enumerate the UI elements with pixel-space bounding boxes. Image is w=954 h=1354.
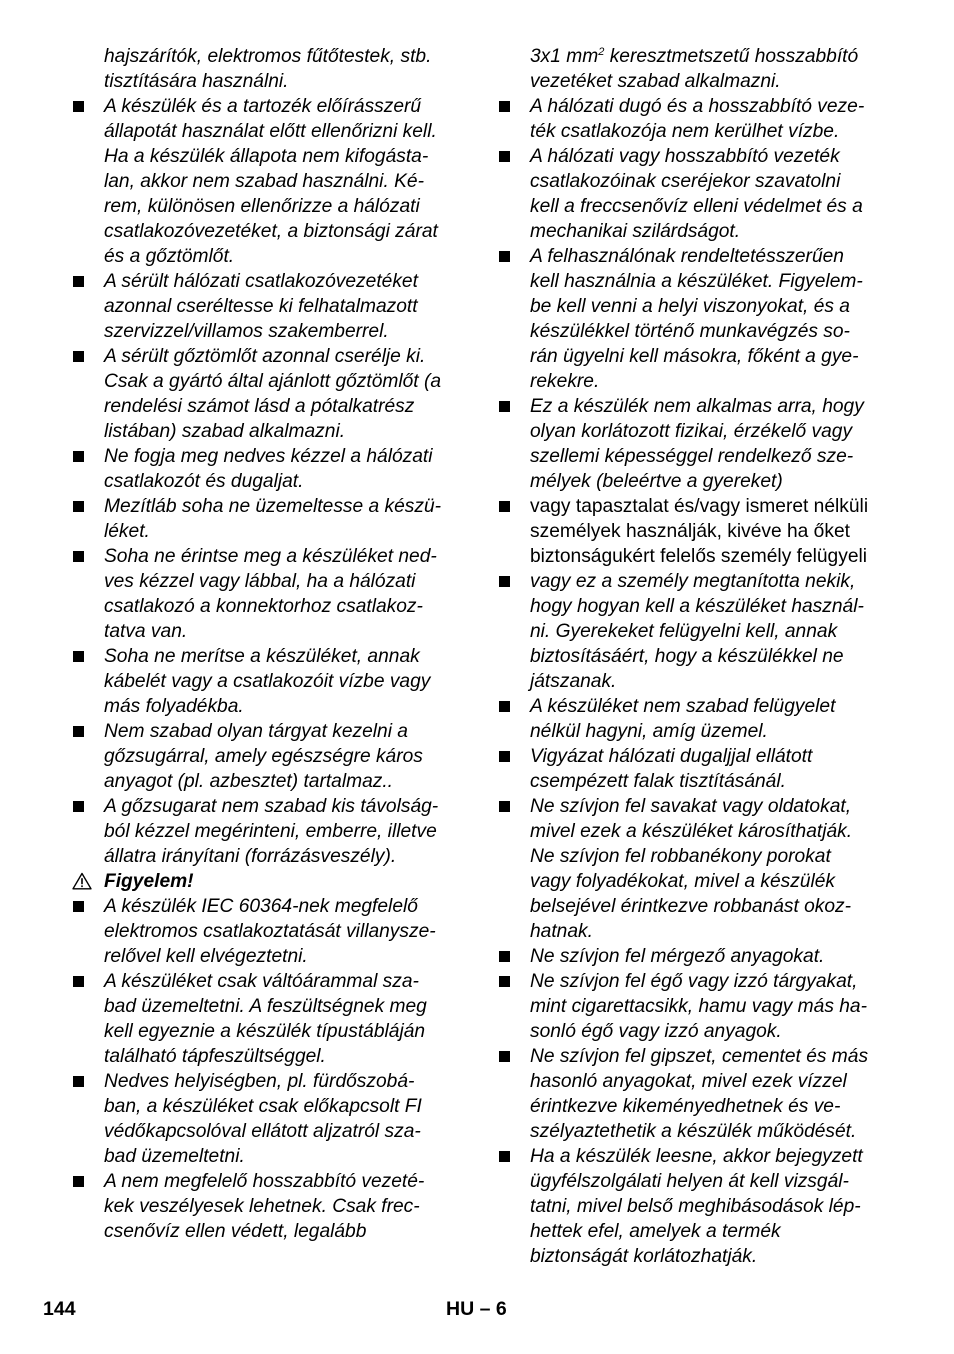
line-text: tisztítására használni. xyxy=(104,71,289,92)
bullet-square-icon xyxy=(73,1176,84,1187)
line-text: csatlakozót és dugaljat. xyxy=(104,471,304,492)
line-text: állapotát használat előtt ellenőrizni kell. xyxy=(104,121,437,142)
line-text: Ha a készülék leesne, akkor bejegyzett xyxy=(530,1146,863,1167)
text-line xyxy=(498,344,898,369)
text-line xyxy=(498,1169,898,1194)
line-text: mint cigarettacsikk, hamu vagy más ha- xyxy=(530,996,867,1017)
text-line xyxy=(498,194,898,219)
text-line xyxy=(498,219,898,244)
line-text: anyagot (pl. azbesztet) tartalmaz.. xyxy=(104,771,394,792)
text-line xyxy=(498,494,898,519)
bullet-square-icon xyxy=(73,651,84,662)
line-text: Nedves helyiségben, pl. fürdőszobá- xyxy=(104,1071,415,1092)
text-line xyxy=(72,69,472,94)
line-text: Figyelem! xyxy=(104,871,194,892)
bullet-square-icon xyxy=(73,451,84,462)
line-text: Ne szívjon fel égő vagy izzó tárgyakat, xyxy=(530,971,858,992)
page-number: 144 xyxy=(43,1298,76,1320)
text-line xyxy=(72,1094,472,1119)
line-text: mivel ezek a készüléket károsíthatják. xyxy=(530,821,853,842)
line-text: csatlakozó a konnektorhoz csatlakoz- xyxy=(104,596,423,617)
text-line xyxy=(72,94,472,119)
text-line xyxy=(498,144,898,169)
text-line xyxy=(498,269,898,294)
text-line xyxy=(72,119,472,144)
bullet-square-icon xyxy=(73,101,84,112)
bullet-square-icon xyxy=(73,976,84,987)
line-text: azonnal cseréltesse ki felhatalmazott xyxy=(104,296,418,317)
text-line xyxy=(498,1144,898,1169)
text-line xyxy=(498,369,898,394)
line-text: relővel kell elvégeztetni. xyxy=(104,946,308,967)
bullet-square-icon xyxy=(499,251,510,262)
text-line xyxy=(498,944,898,969)
line-text: Ne szívjon fel mérgező anyagokat. xyxy=(530,946,825,967)
text-line xyxy=(498,44,898,69)
text-line xyxy=(72,369,472,394)
bullet-square-icon xyxy=(499,751,510,762)
text-line xyxy=(498,994,898,1019)
text-line xyxy=(72,1044,472,1069)
bullet-square-icon xyxy=(73,901,84,912)
text-line xyxy=(72,844,472,869)
bullet-square-icon xyxy=(73,551,84,562)
line-text: A sérült hálózati csatlakozóvezetéket xyxy=(104,271,418,292)
bullet-square-icon xyxy=(499,576,510,587)
text-line xyxy=(72,894,472,919)
text-line xyxy=(498,1069,898,1094)
text-line xyxy=(498,1019,898,1044)
line-text: rekekre. xyxy=(530,371,600,392)
bullet-square-icon xyxy=(499,1051,510,1062)
text-line xyxy=(72,444,472,469)
line-text: található tápfeszültséggel. xyxy=(104,1046,326,1067)
line-text: védőkapcsolóval ellátott aljzatról sza- xyxy=(104,1121,421,1142)
text-line xyxy=(498,169,898,194)
line-text: rem, különösen ellenőrizze a hálózati xyxy=(104,196,420,217)
text-line xyxy=(498,619,898,644)
line-text: nélkül hagyni, amíg üzemel. xyxy=(530,721,768,742)
text-line xyxy=(498,869,898,894)
text-line xyxy=(72,819,472,844)
bullet-square-icon xyxy=(499,801,510,812)
line-text: tatni, mivel belső meghibásodások lép- xyxy=(530,1196,861,1217)
line-text: A hálózati vagy hosszabbító vezeték xyxy=(530,146,840,167)
text-line xyxy=(498,694,898,719)
line-text: szellemi képességgel rendelkező sze- xyxy=(530,446,854,467)
text-line xyxy=(72,44,472,69)
bullet-square-icon xyxy=(499,151,510,162)
line-text: rán ügyelni kell másokra, főként a gye- xyxy=(530,346,859,367)
text-line xyxy=(72,744,472,769)
text-line xyxy=(72,1169,472,1194)
line-text: biztonságát korlátozhatják. xyxy=(530,1246,758,1267)
line-text: csatlakozóvezetéket, a biztonsági zárat xyxy=(104,221,438,242)
line-text: léket. xyxy=(104,521,150,542)
line-text: kek veszélyesek lehetnek. Csak frec- xyxy=(104,1196,420,1217)
text-line xyxy=(72,594,472,619)
text-line xyxy=(498,244,898,269)
line-text: csenővíz ellen védett, legalább xyxy=(104,1221,367,1242)
line-text: szervizzel/villamos szakemberrel. xyxy=(104,321,389,342)
line-text: Soha ne érintse meg a készüléket ned- xyxy=(104,546,437,567)
line-text: kell egyeznie a készülék típustábláján xyxy=(104,1021,426,1042)
text-line xyxy=(72,469,472,494)
line-text: Ne szívjon fel savakat vagy oldatokat, xyxy=(530,796,852,817)
text-line xyxy=(498,519,898,544)
line-text: A készülék és a tartozék előírásszerű xyxy=(104,96,422,117)
line-text: tatva van. xyxy=(104,621,188,642)
bullet-square-icon xyxy=(499,951,510,962)
bullet-square-icon xyxy=(73,801,84,812)
line-text: vagy folyadékokat, mivel a készülék xyxy=(530,871,836,892)
line-text: ves kézzel vagy lábbal, ha a hálózati xyxy=(104,571,416,592)
line-text: A nem megfelelő hosszabbító vezeté- xyxy=(104,1171,425,1192)
text-line xyxy=(72,194,472,219)
text-line xyxy=(498,844,898,869)
line-text: biztosításáért, hogy a készülékkel ne xyxy=(530,646,844,667)
bullet-square-icon xyxy=(499,701,510,712)
line-text: hasonló anyagokat, mivel ezek vízzel xyxy=(530,1071,847,1092)
line-text: sonló égő vagy izzó anyagok. xyxy=(530,1021,782,1042)
line-text: Nem szabad olyan tárgyat kezelni a xyxy=(104,721,408,742)
text-line xyxy=(498,769,898,794)
text-line xyxy=(72,244,472,269)
text-line xyxy=(72,169,472,194)
text-line xyxy=(498,569,898,594)
text-line xyxy=(72,1194,472,1219)
text-line xyxy=(498,644,898,669)
bullet-square-icon xyxy=(73,1076,84,1087)
text-line xyxy=(72,669,472,694)
line-text: A sérült gőztömlőt azonnal cserélje ki. xyxy=(104,346,426,367)
section-label: HU – 6 xyxy=(446,1298,507,1320)
line-text: bad üzemeltetni. A feszültségnek meg xyxy=(104,996,427,1017)
text-line xyxy=(498,969,898,994)
text-line xyxy=(72,1219,472,1244)
bullet-square-icon xyxy=(499,401,510,412)
line-text: kábelét vagy a csatlakozóit vízbe vagy xyxy=(104,671,431,692)
line-text-continued: keresztmetszetű hosszabbító xyxy=(604,46,859,67)
bullet-square-icon xyxy=(73,276,84,287)
text-line xyxy=(498,894,898,919)
line-text: Ne fogja meg nedves kézzel a hálózati xyxy=(104,446,433,467)
text-line xyxy=(72,219,472,244)
line-text: A gőzsugarat nem szabad kis távolság- xyxy=(104,796,439,817)
text-line xyxy=(498,1194,898,1219)
line-text: gőzsugárral, amely egészségre káros xyxy=(104,746,423,767)
text-line xyxy=(72,644,472,669)
line-text: ügyfélszolgálati helyen át kell vizsgál- xyxy=(530,1171,849,1192)
line-text: Ne szívjon fel robbanékony porokat xyxy=(530,846,831,867)
line-text: belsejével érintkezve robbanást okoz- xyxy=(530,896,852,917)
text-line xyxy=(498,319,898,344)
line-text: szélyaztethetik a készülék működését. xyxy=(530,1121,857,1142)
text-line xyxy=(72,519,472,544)
text-line xyxy=(498,594,898,619)
text-line xyxy=(72,769,472,794)
text-line xyxy=(72,969,472,994)
superscript: 2 xyxy=(598,46,605,58)
line-text: ni. Gyerekeket felügyelni kell, annak xyxy=(530,621,838,642)
line-text: mélyek (beleértve a gyereket) xyxy=(530,471,783,492)
line-text: A hálózati dugó és a hosszabbító veze- xyxy=(530,96,865,117)
line-text: olyan korlátozott fizikai, érzékelő vagy xyxy=(530,421,853,442)
text-line xyxy=(72,1069,472,1094)
line-text: vezetéket szabad alkalmazni. xyxy=(530,71,781,92)
line-text: rendelési számot lásd a pótalkatrész xyxy=(104,396,415,417)
text-line xyxy=(498,1119,898,1144)
bullet-square-icon xyxy=(73,351,84,362)
text-line xyxy=(498,794,898,819)
text-line xyxy=(72,544,472,569)
text-line xyxy=(498,119,898,144)
line-text: csatlakozóinak cseréjekor szavatolni xyxy=(530,171,841,192)
left-column xyxy=(72,44,472,1244)
text-line xyxy=(498,444,898,469)
line-text: ték csatlakozója nem kerülhet vízbe. xyxy=(530,121,840,142)
bullet-square-icon xyxy=(73,726,84,737)
text-line xyxy=(72,794,472,819)
text-line xyxy=(72,394,472,419)
text-line xyxy=(72,719,472,744)
text-line xyxy=(72,344,472,369)
text-line xyxy=(498,919,898,944)
text-line xyxy=(72,269,472,294)
text-line xyxy=(498,469,898,494)
line-text: érintkezve kikeményedhetnek és ve- xyxy=(530,1096,841,1117)
text-line xyxy=(498,1094,898,1119)
line-text: Ne szívjon fel gipszet, cementet és más xyxy=(530,1046,869,1067)
line-text: Csak a gyártó által ajánlott gőztömlőt (a xyxy=(104,371,442,392)
text-line xyxy=(498,1244,898,1269)
text-line xyxy=(498,744,898,769)
line-text: Soha ne merítse a készüléket, annak xyxy=(104,646,420,667)
line-text: hatnak. xyxy=(530,921,593,942)
line-text: listában) szabad alkalmazni. xyxy=(104,421,346,442)
text-line xyxy=(498,819,898,844)
line-text: be kell venni a helyi viszonyokat, és a xyxy=(530,296,850,317)
line-text: vagy ez a személy megtanította nekik, xyxy=(530,571,856,592)
text-line xyxy=(498,719,898,744)
line-text: 3x1 mm xyxy=(530,46,599,67)
line-text: játszanak. xyxy=(530,671,617,692)
line-text: biztonságukért felelős személy felügyeli xyxy=(530,546,868,567)
line-text: állatra irányítani (forrázásveszély). xyxy=(104,846,397,867)
line-text: lan, akkor nem szabad használni. Ké- xyxy=(104,171,424,192)
text-line xyxy=(72,994,472,1019)
line-text: hajszárítók, elektromos fűtőtestek, stb. xyxy=(104,46,432,67)
text-line xyxy=(72,944,472,969)
text-line xyxy=(72,919,472,944)
line-text: kell használnia a készüléket. Figyelem- xyxy=(530,271,863,292)
line-text: bad üzemeltetni. xyxy=(104,1146,245,1167)
text-line xyxy=(498,1044,898,1069)
text-line xyxy=(498,669,898,694)
line-text: ból kézzel megérinteni, emberre, illetve xyxy=(104,821,437,842)
line-text: készülékkel történő munkavégzés so- xyxy=(530,321,850,342)
text-line xyxy=(498,94,898,119)
text-line xyxy=(498,394,898,419)
line-text: Ha a készülék állapota nem kifogásta- xyxy=(104,146,429,167)
line-text: vagy tapasztalat és/vagy ismeret nélküli xyxy=(530,496,869,517)
bullet-square-icon xyxy=(499,101,510,112)
warning-triangle-icon xyxy=(72,872,92,890)
text-line xyxy=(72,144,472,169)
line-text: A készüléket csak váltóárammal sza- xyxy=(104,971,419,992)
text-line xyxy=(72,294,472,319)
line-text: mechanikai szilárdságot. xyxy=(530,221,741,242)
right-column xyxy=(498,44,898,1269)
line-text: hettek efel, amelyek a termék xyxy=(530,1221,781,1242)
line-text: Vigyázat hálózati dugaljjal ellátott xyxy=(530,746,813,767)
text-line xyxy=(72,494,472,519)
bullet-square-icon xyxy=(499,501,510,512)
bullet-square-icon xyxy=(499,976,510,987)
line-text: személyek használják, kivéve ha őket xyxy=(530,521,850,542)
line-text: Ez a készülék nem alkalmas arra, hogy xyxy=(530,396,864,417)
line-text: más folyadékba. xyxy=(104,696,244,717)
text-line xyxy=(498,1219,898,1244)
text-line xyxy=(72,419,472,444)
bullet-square-icon xyxy=(73,501,84,512)
warning-heading xyxy=(72,869,472,894)
text-line xyxy=(72,694,472,719)
line-text: csempézett falak tisztításánál. xyxy=(530,771,786,792)
line-text: Mezítláb soha ne üzemeltesse a készü- xyxy=(104,496,442,517)
text-line xyxy=(72,1119,472,1144)
line-text: ban, a készüléket csak előkapcsolt FI xyxy=(104,1096,422,1117)
text-line xyxy=(498,294,898,319)
text-line xyxy=(72,319,472,344)
line-text: és a gőztömlőt. xyxy=(104,246,235,267)
line-text: hogy hogyan kell a készüléket használ- xyxy=(530,596,864,617)
text-line xyxy=(72,619,472,644)
line-text: A készüléket nem szabad felügyelet xyxy=(530,696,836,717)
text-line xyxy=(72,1019,472,1044)
text-line xyxy=(498,419,898,444)
line-text: elektromos csatlakoztatását villanysze- xyxy=(104,921,436,942)
line-text: A készülék IEC 60364-nek megfelelő xyxy=(104,896,418,917)
line-text: A felhasználónak rendeltetésszerűen xyxy=(530,246,844,267)
text-line xyxy=(72,1144,472,1169)
text-line xyxy=(498,544,898,569)
bullet-square-icon xyxy=(499,1151,510,1162)
text-line xyxy=(72,569,472,594)
text-line xyxy=(498,69,898,94)
line-text: kell a freccsenővíz elleni védelmet és a xyxy=(530,196,863,217)
